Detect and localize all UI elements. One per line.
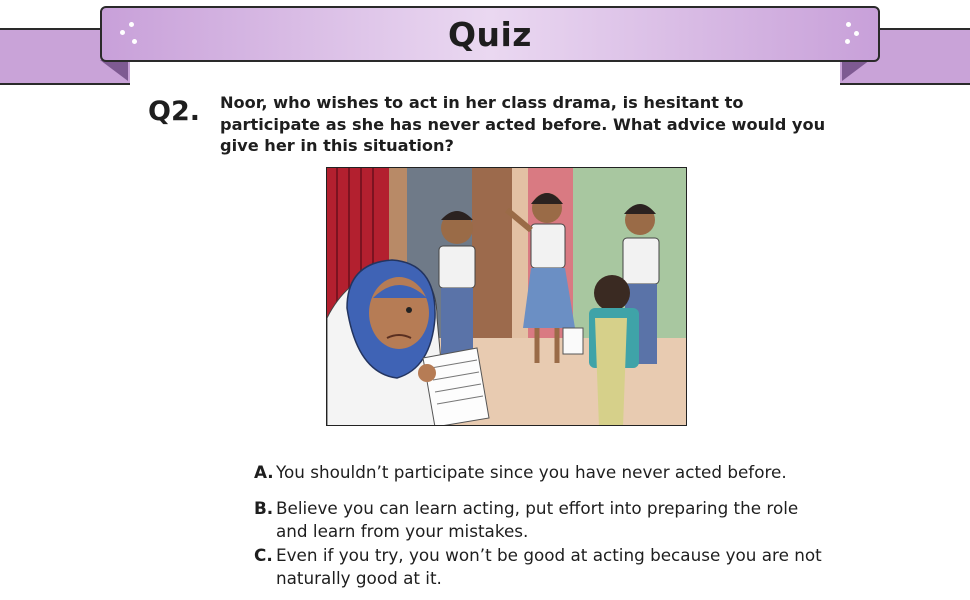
banner-fold-right [842,60,870,81]
option-text: You shouldn’t participate since you have never acted before. [276,462,787,482]
quiz-banner [100,6,880,62]
option-text: Even if you try, you won’t be good at acting because you are not naturally good at it. [276,545,822,588]
banner-fold-left [100,60,128,81]
option-letter: C. [254,545,273,565]
answer-option-c[interactable] [254,544,834,589]
option-text: Believe you can learn acting, put effort into preparing the role and learn from your mistakes. [276,498,799,541]
answer-option-a[interactable] [254,461,834,484]
answer-option-b[interactable] [254,497,834,542]
page-title: Quiz [447,14,533,54]
question-illustration [326,167,687,426]
question-text: Noor, who wishes to act in her class drama, is hesitant to participate as she has never acted before. What advice would you give her in this situation? [220,93,826,155]
option-letter: A. [254,462,274,482]
sparkle-dots-icon [120,22,138,48]
sparkle-dots-icon [842,22,860,48]
question-number: Q2. [148,96,200,127]
option-letter: B. [254,498,274,518]
